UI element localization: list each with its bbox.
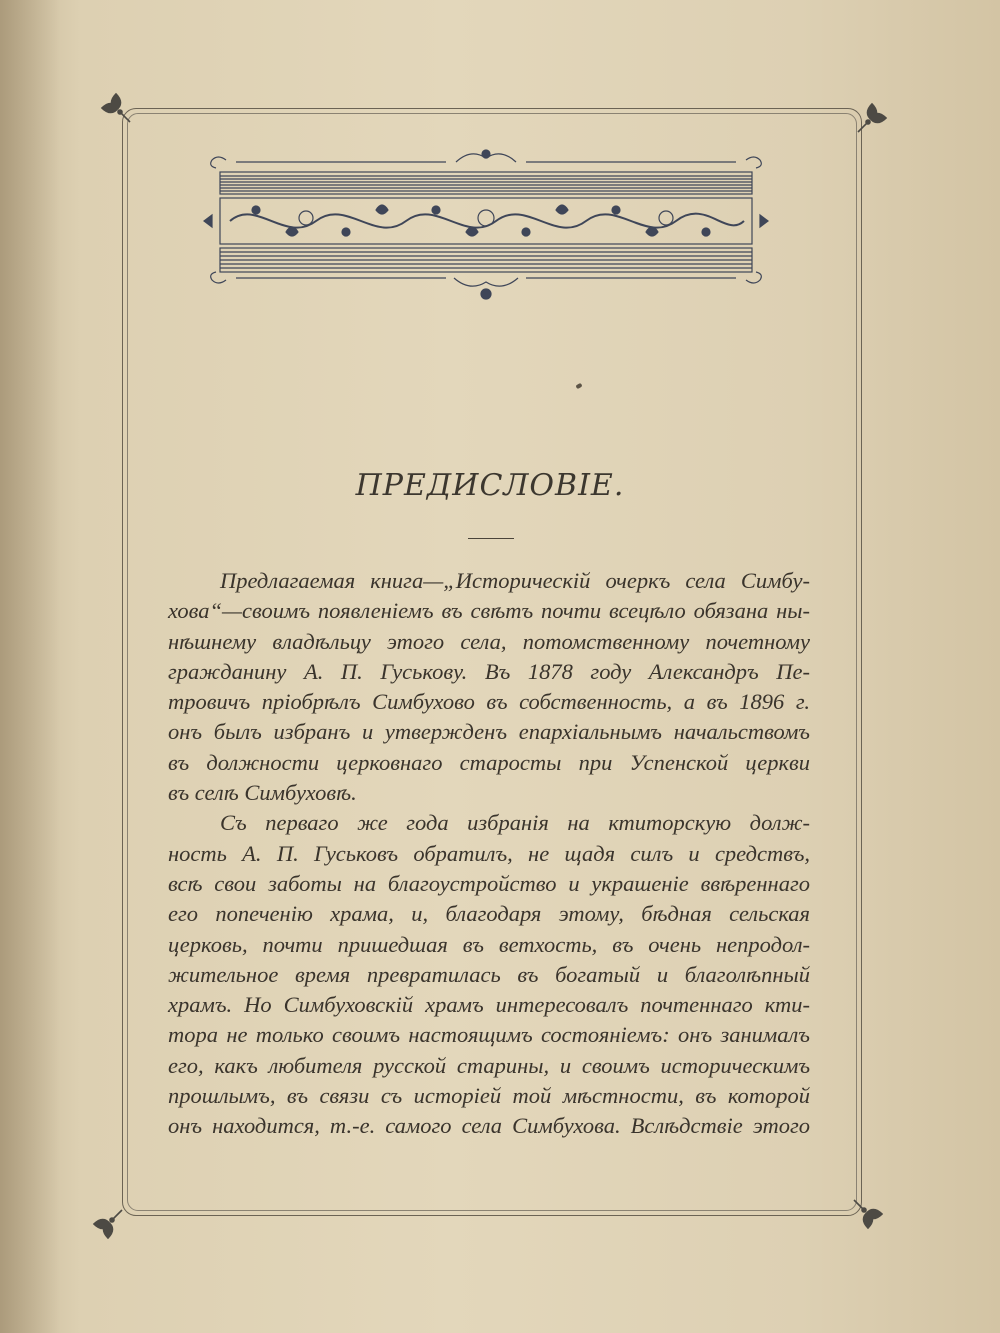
paragraph-1 xyxy=(168,566,810,808)
title-divider xyxy=(468,538,514,539)
text-line: онъ находится, т.-е. самого села Симбухова. Вслѣдствіе этого xyxy=(168,1113,810,1139)
floral-headpiece-icon xyxy=(196,148,776,308)
page-title: ПРЕДИСЛОВІЕ. xyxy=(355,468,625,503)
text-line: прошлымъ, въ связи съ исторіей той мѣстности, въ которой xyxy=(168,1083,810,1109)
paragraph-2 xyxy=(168,808,810,1141)
text-line: хова“—своимъ появленіемъ въ свѣтъ почти всецѣло обязана ны- xyxy=(168,598,810,624)
text-line: жительное время превратилась въ богатый и благолѣпный xyxy=(168,961,810,987)
text-line: его, какъ любителя русской старины, и своимъ историческимъ xyxy=(168,1052,810,1078)
fleur-corner-icon xyxy=(96,88,136,128)
text-line: въ селѣ Симбуховѣ. xyxy=(168,780,357,806)
page-gutter-shadow xyxy=(0,0,60,1333)
text-line: церковь, почти пришедшая въ ветхость, въ очень непродол- xyxy=(168,931,810,957)
text-line: Съ перваго же года избранія на ктиторскую долж- xyxy=(220,810,810,836)
preface-text xyxy=(168,566,810,1142)
fleur-corner-icon xyxy=(88,1204,128,1244)
text-line: тровичъ пріобрѣлъ Симбухово въ собственность, а въ 1896 г. xyxy=(168,689,810,715)
text-line: его попеченію храма, и, благодаря этому, бѣдная сельская xyxy=(168,901,810,927)
text-line: гражданину А. П. Гуськову. Въ 1878 году Александръ Пе- xyxy=(168,658,810,684)
text-line: тора не только своимъ настоящимъ состояніемъ: онъ занималъ xyxy=(168,1022,810,1048)
text-line: Предлагаемая книга—„Историческій очеркъ села Симбу- xyxy=(220,568,810,593)
text-line: въ должности церковнаго старосты при Успенской церкви xyxy=(168,749,810,775)
text-line: всѣ свои заботы на благоустройство и украшеніе ввѣреннаго xyxy=(168,870,810,896)
text-line: храмъ. Но Симбуховскій храмъ интересовалъ почтеннаго кти- xyxy=(168,992,810,1018)
text-line: ность А. П. Гуськовъ обратилъ, не щадя силъ и средствъ, xyxy=(168,840,810,866)
fleur-corner-icon xyxy=(848,1194,888,1234)
text-line: нѣшнему владѣльцу этого села, потомственному почетному xyxy=(168,628,810,654)
text-line: онъ былъ избранъ и утвержденъ епархіальнымъ начальствомъ xyxy=(168,719,810,745)
fleur-corner-icon xyxy=(852,98,892,138)
